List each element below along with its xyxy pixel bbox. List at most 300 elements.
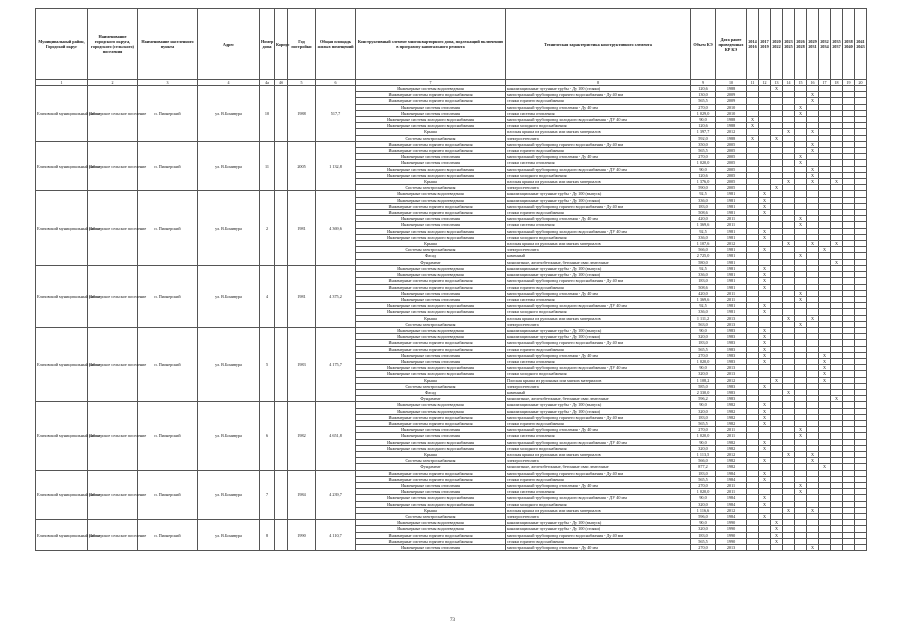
element-cell: Инженерные системы горячего водоснабжения	[356, 414, 506, 420]
column-header: Общая площадь жилых помещений	[316, 9, 356, 80]
element-cell: Крыша	[356, 179, 506, 185]
period-mark-cell: X	[795, 253, 807, 259]
repair-date-cell: 1981	[716, 265, 747, 271]
element-cell: Инженерные системы горячего водоснабжения	[356, 98, 506, 104]
period-mark-cell: X	[819, 247, 831, 253]
column-number: 8	[506, 80, 691, 86]
repair-date-cell: 2011	[716, 216, 747, 222]
repair-date-cell: 1981	[716, 278, 747, 284]
characteristic-cell: стояки горячего водоснабжения	[506, 98, 691, 104]
period-mark-cell	[795, 545, 807, 551]
characteristic-cell: магистральный трубопровод горячего водоснабжения - Дy 40 мм	[506, 340, 691, 346]
period-mark-cell: X	[759, 439, 771, 445]
repair-date-cell: 2013	[716, 545, 747, 551]
characteristic-cell: канализационные чугунные трубы - Дy 100 (выпуск)	[506, 265, 691, 271]
period-mark-cell	[819, 545, 831, 551]
characteristic-cell: плоская крыша из рулонных или мягких материалов	[506, 179, 691, 185]
characteristic-cell: магистральный трубопровод горячего водоснабжения - Дy 40 мм	[506, 203, 691, 209]
repair-date-cell: 1982	[716, 408, 747, 414]
period-mark-cell: X	[771, 526, 783, 532]
column-number: 19	[843, 80, 855, 86]
element-cell: Системы электроснабжения	[356, 383, 506, 389]
element-cell: Инженерные системы холодного водоснабжения	[356, 166, 506, 172]
volume-cell: 270,0	[691, 352, 716, 358]
element-cell: Инженерные системы холодного водоснабжения	[356, 501, 506, 507]
element-cell: Инженерные системы отопления	[356, 290, 506, 296]
repair-date-cell: 1983	[716, 327, 747, 333]
area-cell: 4 110,7	[316, 520, 356, 551]
building-cell	[275, 191, 288, 265]
volume-cell: 120,6	[691, 172, 716, 178]
element-cell: Системы электроснабжения	[356, 458, 506, 464]
repair-date-cell: 1983	[716, 334, 747, 340]
column-header: 2020 2022	[771, 9, 783, 80]
element-cell: Инженерные системы холодного водоснабжения	[356, 439, 506, 445]
element-cell: Инженерные системы водоотведения	[356, 402, 506, 408]
volume-cell: 320,0	[691, 334, 716, 340]
element-cell: Инженерные системы холодного водоснабжения	[356, 234, 506, 240]
table-body	[36, 86, 867, 551]
characteristic-cell: магистральный трубопровод горячего водоснабжения - Дy 40 мм	[506, 470, 691, 476]
volume-cell: 183,0	[691, 470, 716, 476]
column-header: Корпус	[275, 9, 288, 80]
building-cell	[275, 327, 288, 401]
header-row	[36, 9, 867, 80]
building-cell	[275, 520, 288, 551]
building-cell	[275, 402, 288, 470]
characteristic-cell: плоская крыша из рулонных или мягких материалов	[506, 315, 691, 321]
column-number: 12	[759, 80, 771, 86]
volume-cell: 877,2	[691, 464, 716, 470]
period-mark-cell: X	[807, 458, 819, 464]
element-cell: Системы электроснабжения	[356, 185, 506, 191]
characteristic-cell: электросетеплита	[506, 247, 691, 253]
period-mark-cell: X	[795, 433, 807, 439]
characteristic-cell: плоская крыша из рулонных или мягких материалов	[506, 241, 691, 247]
volume-cell: 90,0	[691, 402, 716, 408]
element-cell: Инженерные системы горячего водоснабжения	[356, 532, 506, 538]
element-cell: Крыша	[356, 129, 506, 135]
repair-date-cell: 1990	[716, 526, 747, 532]
period-mark-cell: X	[831, 179, 843, 185]
characteristic-cell: магистральный трубопровод отопления - Дy 40 мм	[506, 483, 691, 489]
house-number-cell: 5	[260, 327, 275, 401]
period-mark-cell: X	[795, 222, 807, 228]
period-mark-cell: X	[807, 179, 819, 185]
period-mark-cell: X	[807, 129, 819, 135]
characteristic-cell: электросетеплита	[506, 321, 691, 327]
area-cell: 4 375,2	[316, 265, 356, 327]
period-mark-cell: X	[759, 191, 771, 197]
repair-date-cell: 1984	[716, 476, 747, 482]
period-mark-cell: X	[759, 228, 771, 234]
district-cell: Елизовский муниципальный район	[36, 520, 88, 551]
element-cell: Инженерные системы отопления	[356, 222, 506, 228]
volume-cell: 1 369,6	[691, 222, 716, 228]
element-cell: Инженерные системы водоотведения	[356, 265, 506, 271]
volume-cell: 270,0	[691, 104, 716, 110]
repair-date-cell: 2013	[716, 321, 747, 327]
element-cell: Инженерные системы горячего водоснабжения	[356, 92, 506, 98]
volume-cell: 120,6	[691, 86, 716, 92]
element-cell: Инженерные системы холодного водоснабжения	[356, 123, 506, 129]
period-mark-cell: X	[771, 377, 783, 383]
repair-date-cell: 1988	[716, 123, 747, 129]
period-mark-cell	[771, 545, 783, 551]
volume-cell: 320,0	[691, 445, 716, 451]
characteristic-cell: магистральный трубопровод холодного водоснабжения - ДУ 40 мм	[506, 303, 691, 309]
table-header	[36, 9, 867, 86]
element-cell: Инженерные системы горячего водоснабжения	[356, 148, 506, 154]
settlement-cell: Пионерское сельское поселение	[88, 402, 138, 470]
repair-date-cell: 1990	[716, 520, 747, 526]
characteristic-cell: магистральный трубопровод отопления - Дy 40 мм	[506, 427, 691, 433]
period-mark-cell	[747, 545, 759, 551]
characteristic-cell: магистральный трубопровод отопления - Дy 40 мм	[506, 104, 691, 110]
characteristic-cell: канализационные чугунные трубы - Дy 100 (выпуск)	[506, 402, 691, 408]
column-number: 1	[36, 80, 88, 86]
column-number: 16	[807, 80, 819, 86]
volume-cell: 90,0	[691, 520, 716, 526]
period-mark-cell: X	[759, 352, 771, 358]
house-number-cell: 8	[260, 520, 275, 551]
element-cell: Инженерные системы холодного водоснабжения	[356, 445, 506, 451]
element-cell: Инженерные системы отопления	[356, 545, 506, 551]
period-mark-cell: X	[807, 451, 819, 457]
element-cell: Инженерные системы холодного водоснабжения	[356, 117, 506, 123]
build-year-cell: 2005	[288, 141, 316, 191]
repair-date-cell: 2011	[716, 290, 747, 296]
period-mark-cell: X	[807, 148, 819, 154]
characteristic-cell: магистральный трубопровод отопления - Дy 40 мм	[506, 154, 691, 160]
period-mark-cell: X	[747, 117, 759, 123]
volume-cell: 336,0	[691, 197, 716, 203]
characteristic-cell: стояки горячего водоснабжения	[506, 420, 691, 426]
characteristic-cell: монолитные, железобетонные, бетонные сваи ленточные	[506, 259, 691, 265]
building-cell	[275, 470, 288, 520]
repair-date-cell: 2005	[716, 172, 747, 178]
period-mark-cell: X	[759, 383, 771, 389]
element-cell: Инженерные системы водоотведения	[356, 327, 506, 333]
period-mark-cell: X	[807, 315, 819, 321]
column-header: 2014 2016	[747, 9, 759, 80]
element-cell: Инженерные системы отопления	[356, 154, 506, 160]
period-mark-cell: X	[807, 98, 819, 104]
period-mark-cell: X	[783, 129, 795, 135]
period-mark-cell: X	[759, 346, 771, 352]
repair-date-cell: 2005	[716, 154, 747, 160]
period-mark-cell: X	[795, 160, 807, 166]
period-mark-cell: X	[759, 210, 771, 216]
characteristic-cell: канализационные чугунные трубы - Дy 100 (выпуск)	[506, 327, 691, 333]
characteristic-cell: канализационные чугунные трубы - Дy 100 (стояки)	[506, 526, 691, 532]
house-number-cell: 4	[260, 265, 275, 327]
column-number: 9	[691, 80, 716, 86]
repair-date-cell: 2012	[716, 507, 747, 513]
volume-cell: 420,0	[691, 290, 716, 296]
volume-cell: 565,5	[691, 476, 716, 482]
area-cell: 4 369,6	[316, 191, 356, 265]
volume-cell: 320,0	[691, 371, 716, 377]
repair-date-cell: 1983	[716, 358, 747, 364]
characteristic-cell: стояки системы отопления	[506, 433, 691, 439]
characteristic-cell: каменный	[506, 253, 691, 259]
volume-cell: 1 113,5	[691, 451, 716, 457]
repair-date-cell: 2012	[716, 377, 747, 383]
period-mark-cell: X	[771, 185, 783, 191]
locality-cell: п. Пионерский	[138, 141, 198, 191]
repair-date-cell: 1981	[716, 234, 747, 240]
column-number: 7	[356, 80, 506, 86]
period-mark-cell	[855, 545, 867, 551]
element-cell: Инженерные системы горячего водоснабжения	[356, 470, 506, 476]
element-cell: Инженерные системы водоотведения	[356, 191, 506, 197]
street-cell: ул. В.Бонивура	[198, 265, 260, 327]
period-mark-cell: X	[795, 154, 807, 160]
repair-date-cell: 2009	[716, 98, 747, 104]
volume-cell: 508,6	[691, 284, 716, 290]
repair-date-cell: 2011	[716, 222, 747, 228]
element-cell: Инженерные системы отопления	[356, 352, 506, 358]
repair-date-cell: 1982	[716, 464, 747, 470]
volume-cell: 183,0	[691, 532, 716, 538]
element-cell: Крыша	[356, 507, 506, 513]
volume-cell: 90,0	[691, 495, 716, 501]
repair-date-cell: 2013	[716, 315, 747, 321]
column-number: 14	[783, 80, 795, 86]
characteristic-cell: стояки системы отопления	[506, 110, 691, 116]
period-mark-cell: X	[759, 247, 771, 253]
volume-cell: 2 725,0	[691, 253, 716, 259]
house-number-cell: 6	[260, 402, 275, 470]
settlement-cell: Пионерское сельское поселение	[88, 327, 138, 401]
repair-date-cell: 2005	[716, 179, 747, 185]
column-number: 15	[795, 80, 807, 86]
repair-date-cell: 1984	[716, 514, 747, 520]
volume-cell: 566,0	[691, 458, 716, 464]
period-mark-cell: X	[795, 321, 807, 327]
column-header: Год постройки	[288, 9, 316, 80]
period-mark-cell: X	[783, 389, 795, 395]
repair-date-cell: 2005	[716, 160, 747, 166]
repair-date-cell: 1982	[716, 445, 747, 451]
element-cell: Инженерные системы холодного водоснабжения	[356, 303, 506, 309]
repair-date-cell: 1984	[716, 501, 747, 507]
column-number: 3	[138, 80, 198, 86]
element-cell: Крыша	[356, 241, 506, 247]
element-cell: Инженерные системы отопления	[356, 216, 506, 222]
volume-cell: 130,0	[691, 92, 716, 98]
locality-cell: п. Пионерский	[138, 86, 198, 142]
column-number: 2	[88, 80, 138, 86]
area-cell: 4 239,7	[316, 470, 356, 520]
period-mark-cell	[783, 545, 795, 551]
volume-cell: 2 330,0	[691, 389, 716, 395]
volume-cell: 563,0	[691, 321, 716, 327]
district-cell: Елизовский муниципальный район	[36, 327, 88, 401]
column-number: 5	[288, 80, 316, 86]
column-header: 2026 2028	[795, 9, 807, 80]
characteristic-cell: магистральный трубопровод холодного водоснабжения - ДУ 40 мм	[506, 166, 691, 172]
repair-date-cell: 1988	[716, 135, 747, 141]
volume-cell: 336,0	[691, 309, 716, 315]
element-cell: Инженерные системы отопления	[356, 483, 506, 489]
volume-cell: 320,0	[691, 501, 716, 507]
characteristic-cell: стояки горячего водоснабжения	[506, 148, 691, 154]
repair-date-cell: 1981	[716, 253, 747, 259]
building-cell	[275, 86, 288, 142]
characteristic-cell: электросетеплита	[506, 135, 691, 141]
period-mark-cell: X	[831, 259, 843, 265]
period-mark-cell: X	[759, 358, 771, 364]
characteristic-cell: магистральный трубопровод отопления - Дy 40 мм	[506, 352, 691, 358]
characteristic-cell: стояки холодного водоснабжения	[506, 371, 691, 377]
characteristic-cell: канализационные чугунные трубы - Дy 100 (стояки)	[506, 197, 691, 203]
element-cell: Инженерные системы отопления	[356, 358, 506, 364]
volume-cell: 183,0	[691, 278, 716, 284]
period-mark-cell: X	[819, 365, 831, 371]
street-cell: ул. В.Бонивура	[198, 191, 260, 265]
column-number: 4a	[260, 80, 275, 86]
settlement-cell: Пионерское сельское поселение	[88, 470, 138, 520]
repair-date-cell: 1981	[716, 210, 747, 216]
column-header: Объем КЭ	[691, 9, 716, 80]
characteristic-cell: канализационные чугунные трубы - Дy 100 (стояки)	[506, 334, 691, 340]
element-cell: Инженерные системы горячего водоснабжения	[356, 203, 506, 209]
element-cell: Фундамент	[356, 259, 506, 265]
area-cell: 4 175,7	[316, 327, 356, 401]
characteristic-cell: стояки холодного водоснабжения	[506, 123, 691, 129]
characteristic-cell: канализационные чугунные трубы - Дy 100 (выпуск)	[506, 191, 691, 197]
repair-date-cell: 2010	[716, 110, 747, 116]
period-mark-cell: X	[759, 309, 771, 315]
volume-cell: 270,0	[691, 545, 716, 551]
column-header: Наименование населенного пункта	[138, 9, 198, 80]
column-header: 2029 2031	[807, 9, 819, 80]
period-mark-cell: X	[819, 358, 831, 364]
period-mark-cell: X	[759, 458, 771, 464]
column-header: 2017 2019	[759, 9, 771, 80]
element-cell: Системы электроснабжения	[356, 135, 506, 141]
volume-cell: 90,0	[691, 117, 716, 123]
volume-cell: 1 020,0	[691, 160, 716, 166]
period-mark-cell: X	[759, 420, 771, 426]
element-cell: Системы электроснабжения	[356, 321, 506, 327]
element-cell: Инженерные системы холодного водоснабжения	[356, 365, 506, 371]
characteristic-cell: канализационные чугунные трубы - Дy 100 (стояки)	[506, 86, 691, 92]
column-number: 17	[819, 80, 831, 86]
repair-date-cell: 1988	[716, 86, 747, 92]
street-cell: ул. В.Бонивура	[198, 327, 260, 401]
repair-date-cell: 1982	[716, 439, 747, 445]
period-mark-cell: X	[759, 476, 771, 482]
period-mark-cell: X	[759, 265, 771, 271]
period-mark-cell: X	[783, 179, 795, 185]
period-mark-cell	[759, 545, 771, 551]
period-mark-cell: X	[759, 303, 771, 309]
characteristic-cell: магистральный трубопровод холодного водоснабжения - ДУ 40 мм	[506, 365, 691, 371]
volume-cell: 1 111,2	[691, 315, 716, 321]
period-mark-cell: X	[807, 166, 819, 172]
period-mark-cell: X	[807, 241, 819, 247]
period-mark-cell: X	[759, 408, 771, 414]
repair-date-cell: 1984	[716, 470, 747, 476]
element-cell: Инженерные системы водоотведения	[356, 86, 506, 92]
element-cell: Инженерные системы горячего водоснабжения	[356, 284, 506, 290]
characteristic-cell: стояки горячего водоснабжения	[506, 284, 691, 290]
column-header: 2041 2043	[855, 9, 867, 80]
house-number-cell: 7	[260, 470, 275, 520]
characteristic-cell: магистральный трубопровод отопления - Дy 40 мм	[506, 216, 691, 222]
page-number: 73	[450, 618, 455, 623]
characteristic-cell: стояки горячего водоснабжения	[506, 346, 691, 352]
element-cell: Инженерные системы водоотведения	[356, 197, 506, 203]
repair-date-cell: 1981	[716, 272, 747, 278]
volume-cell: 183,0	[691, 203, 716, 209]
characteristic-cell: магистральный трубопровод отопления - Дy 40 мм	[506, 290, 691, 296]
column-number: 18	[831, 80, 843, 86]
volume-cell: 1 020,0	[691, 433, 716, 439]
volume-cell: 1 020,0	[691, 358, 716, 364]
period-mark-cell: X	[759, 203, 771, 209]
period-mark-cell: X	[807, 507, 819, 513]
characteristic-cell: электросетеплита	[506, 383, 691, 389]
volume-cell: 1 116,6	[691, 507, 716, 513]
repair-date-cell: 2005	[716, 166, 747, 172]
volume-cell: 270,0	[691, 154, 716, 160]
district-cell: Елизовский муниципальный район	[36, 265, 88, 327]
repair-date-cell: 2005	[716, 185, 747, 191]
characteristic-cell: стояки холодного водоснабжения	[506, 234, 691, 240]
element-cell: Инженерные системы водоотведения	[356, 334, 506, 340]
volume-cell: 1 376,0	[691, 179, 716, 185]
repair-date-cell: 2012	[716, 129, 747, 135]
repair-date-cell: 2013	[716, 365, 747, 371]
characteristic-cell: стояки системы отопления	[506, 296, 691, 302]
area-cell: 4 651,8	[316, 402, 356, 470]
volume-cell: 92,5	[691, 228, 716, 234]
period-mark-cell: X	[759, 445, 771, 451]
characteristic-cell: электросетеплита	[506, 458, 691, 464]
period-mark-cell: X	[795, 489, 807, 495]
period-mark-cell: X	[831, 241, 843, 247]
element-cell: Инженерные системы водоотведения	[356, 526, 506, 532]
house-number-cell: 10	[260, 86, 275, 142]
volume-cell: 590,0	[691, 185, 716, 191]
period-mark-cell: X	[759, 340, 771, 346]
characteristic-cell: магистральный трубопровод холодного водоснабжения - ДУ 40 мм	[506, 439, 691, 445]
column-header: Техническая характеристика конструктивного элемента	[506, 9, 691, 80]
district-cell: Елизовский муниципальный район	[36, 141, 88, 191]
repair-date-cell: 1981	[716, 259, 747, 265]
period-mark-cell	[843, 545, 855, 551]
column-header: Конструктивный элемент многоквартирного дома, подлежащий включению в программу капитального ремонта	[356, 9, 506, 80]
characteristic-cell: магистральный трубопровод холодного водоснабжения - ДУ 40 мм	[506, 228, 691, 234]
characteristic-cell: магистральный трубопровод горячего водоснабжения - Дy 40 мм	[506, 278, 691, 284]
volume-cell: 565,5	[691, 346, 716, 352]
area-cell: 1 132,8	[316, 141, 356, 191]
volume-cell: 1 369,6	[691, 296, 716, 302]
repair-date-cell: 1988	[716, 117, 747, 123]
volume-cell: 320,0	[691, 408, 716, 414]
volume-cell: 320,0	[691, 526, 716, 532]
settlement-cell: Пионерское сельское поселение	[88, 141, 138, 191]
element-cell: Инженерные системы отопления	[356, 433, 506, 439]
characteristic-cell: магистральный трубопровод холодного водоснабжения - ДУ 40 мм	[506, 495, 691, 501]
repair-date-cell: 1982	[716, 458, 747, 464]
period-mark-cell: X	[759, 334, 771, 340]
characteristic-cell: стояки системы отопления	[506, 489, 691, 495]
